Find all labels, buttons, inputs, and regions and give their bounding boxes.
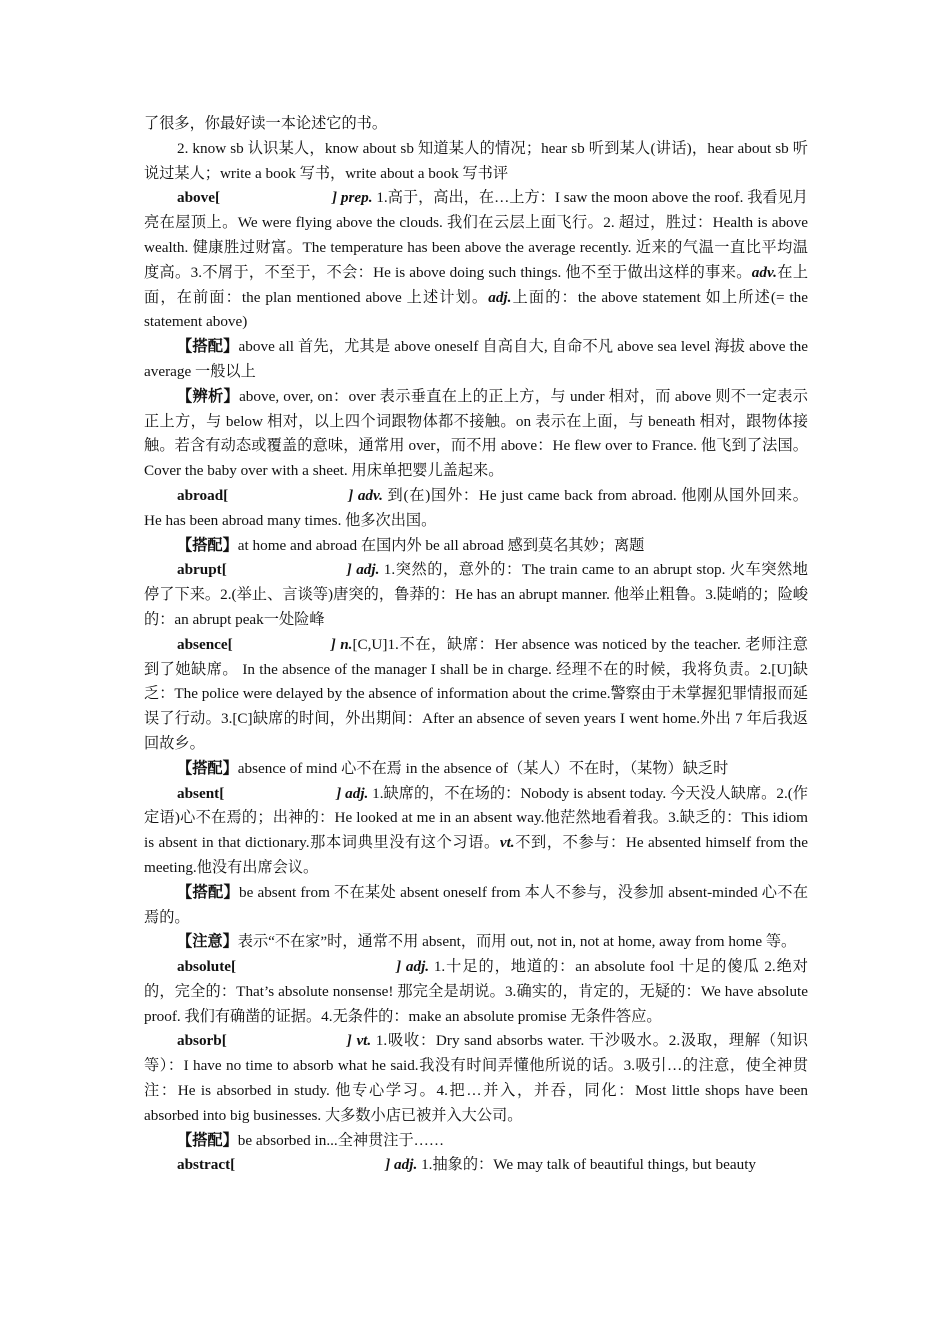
definition-text: 不到，不参与：He absented himself from the meeting.他没有出席会议。 bbox=[144, 834, 808, 876]
pos-label: ] n. bbox=[330, 635, 353, 653]
definition-text: 1.十足的，地道的：an absolute fool 十足的傻瓜 2.绝对的，完全的：That’s absolute nonsense! 那完全是胡说。3.确实的，肯定的，无疑的：We have absolute proof. 我们有确凿的证据。4.无条件的：make an absolute promise 无条件答应。 bbox=[144, 958, 808, 1025]
entry-absent bbox=[144, 782, 808, 881]
entry-absolute bbox=[144, 955, 808, 1029]
pos-label: ] adj. bbox=[385, 1156, 418, 1174]
pos-label: adj. bbox=[488, 288, 512, 306]
definition-text: 到(在)国外：He just came back from abroad. 他刚从国外回来。He has been abroad many times. 他多次出国。 bbox=[144, 486, 808, 529]
pos-label: ] adj. bbox=[346, 561, 380, 579]
discrimination-above bbox=[144, 385, 808, 484]
definition-text: 3.不屑于，不至于，不会：He is above doing such things. 他不至于做出这样的事来。 bbox=[190, 263, 752, 281]
definition-text: 1.缺席的，不在场的：Nobody is absent today. 今天没人缺席。2.(作定语)心不在焉的；出神的：He looked at me in an absent way.他茫然地看着我。3.缺乏的：This idiom is absent in that dictionary.那本词典里没有这个习语。 bbox=[144, 784, 808, 852]
entry-abstract bbox=[144, 1153, 808, 1178]
discrimination-tag: 【辨析】 bbox=[177, 387, 240, 405]
definition-text: 在上面，在前面：the plan mentioned above 上述计划。 bbox=[144, 263, 809, 306]
paragraph-note-2 bbox=[144, 137, 808, 187]
headword-absorb: absorb[ bbox=[177, 1032, 227, 1050]
definition-text: 1.突然的，意外的：The train came to an abrupt stop. 火车突然地停了下来。2.(举止、言谈等)唐突的，鲁莽的：He has an abrupt manner. 他举止粗鲁。3.陡峭的；险峻的：an abrupt peak一处险峰 bbox=[144, 561, 808, 628]
definition-text: [C,U]1.不在，缺席：Her absence was noticed by the teacher. 老师注意到了她缺席。 In the absence of the manager I shall be in charge. 经理不在的时候，我将负责。2.[U]缺乏：The police were delayed by the absence of information about the crime.警察由于未掌握犯罪情报而延误了行动。3.[C]缺席的时间，外出期间：After an absence of seven years I went home.外出 7 年后我返回故乡。 bbox=[144, 635, 808, 752]
collocation-text: at home and abroad 在国内外 be all abroad 感到莫名其妙；离题 bbox=[237, 536, 645, 554]
headword-absence: absence[ bbox=[177, 635, 233, 653]
dictionary-page bbox=[144, 112, 808, 1178]
headword-abroad: abroad[ bbox=[177, 486, 229, 504]
headword-abstract: abstract[ bbox=[177, 1156, 236, 1174]
collocation-tag: 【搭配】 bbox=[177, 883, 240, 901]
pos-label: ] adj. bbox=[396, 958, 430, 976]
note-text: 表示“不在家”时，通常不用 absent，而用 out, not in, not at home, away from home 等。 bbox=[237, 933, 797, 951]
definition-text: 2. 超过，胜过：Health is above wealth. 健康胜过财富。The temperature has been above the average recently. 近来的气温一直比平均温度高。 bbox=[144, 214, 808, 281]
note-tag: 【注意】 bbox=[177, 933, 238, 951]
headword-abrupt: abrupt[ bbox=[177, 561, 227, 579]
entry-above bbox=[144, 186, 808, 335]
discrimination-text: above, over, on：over 表示垂直在上的正上方，与 under 相对，而 above 则不一定表示正上方，与 below 相对，以上四个词跟物体都不接触。on 表示在上面，与 beneath 相对，跟物体接触。若含有动态或覆盖的意味，通常用 over，而不用 above：He flew over to France. 他飞到了法国。 Cover the baby over with a sheet. 用床单把婴儿盖起来。 bbox=[144, 387, 808, 480]
collocation-text: be absent from 不在某处 absent oneself from 本人不参与，没参加 absent-minded 心不在焉的。 bbox=[144, 883, 809, 926]
pos-label: adv. bbox=[751, 263, 777, 281]
collocation-absence bbox=[144, 757, 808, 782]
definition-text: 1.吸收：Dry sand absorbs water. 干沙吸水。2.汲取，理解（知识等）：I have no time to absorb what he said.我没有时间弄懂他所说的话。3.吸引…的注意，使全神贯注：He is absorbed in study. 他专心学习。4.把…并入，并吞，同化：Most little shops have been absorbed into big businesses. 大多数小店已被并入大公司。 bbox=[144, 1032, 808, 1124]
collocation-text: absence of mind 心不在焉 in the absence of（某人）不在时，（某物）缺乏时 bbox=[237, 759, 729, 777]
entry-absence bbox=[144, 633, 808, 757]
collocation-tag: 【搭配】 bbox=[177, 536, 238, 554]
pos-label: ] prep. bbox=[332, 189, 373, 207]
collocation-text: above all 首先，尤其是 above oneself 自高自大, 自命不凡 above sea level 海拔 above the average 一般以上 bbox=[144, 338, 808, 380]
pos-label: ] adj. bbox=[336, 784, 369, 802]
headword-absolute: absolute[ bbox=[177, 958, 237, 976]
collocation-absent bbox=[144, 881, 808, 931]
entry-abroad bbox=[144, 484, 808, 534]
definition-text: 1.高于，高出，在…上方：I saw the moon above the roof. 我看见月亮在屋顶上。We were flying above the clouds. 我们在云层上面飞行。 bbox=[144, 189, 808, 232]
paragraph-continuation bbox=[144, 112, 808, 137]
collocation-text: be absorbed in...全神贯注于…… bbox=[237, 1131, 445, 1149]
text-line: 2. know sb 认识某人，know about sb 知道某人的情况；hear sb 听到某人(讲话)，hear about sb 听说过某人；write a book 写书，write about a book 写书评 bbox=[144, 139, 808, 182]
definition-text: 上面的：the above statement 如上所述(= the statement above) bbox=[144, 288, 808, 331]
collocation-tag: 【搭配】 bbox=[177, 1131, 238, 1149]
collocation-above bbox=[144, 335, 808, 385]
collocation-absorb bbox=[144, 1129, 808, 1154]
collocation-abroad bbox=[144, 534, 808, 559]
text-line: 了很多，你最好读一本论述它的书。 bbox=[144, 115, 387, 132]
entry-absorb bbox=[144, 1029, 808, 1128]
headword-above: above[ bbox=[177, 189, 221, 207]
collocation-tag: 【搭配】 bbox=[177, 338, 239, 356]
headword-absent: absent[ bbox=[177, 784, 225, 802]
entry-abrupt bbox=[144, 558, 808, 632]
pos-label: ] vt. bbox=[346, 1032, 372, 1050]
collocation-tag: 【搭配】 bbox=[177, 759, 238, 777]
pos-label: vt. bbox=[499, 834, 515, 852]
note-absent bbox=[144, 930, 808, 955]
definition-text: 1.抽象的：We may talk of beautiful things, but beauty bbox=[417, 1156, 757, 1174]
pos-label: ] adv. bbox=[348, 486, 383, 504]
